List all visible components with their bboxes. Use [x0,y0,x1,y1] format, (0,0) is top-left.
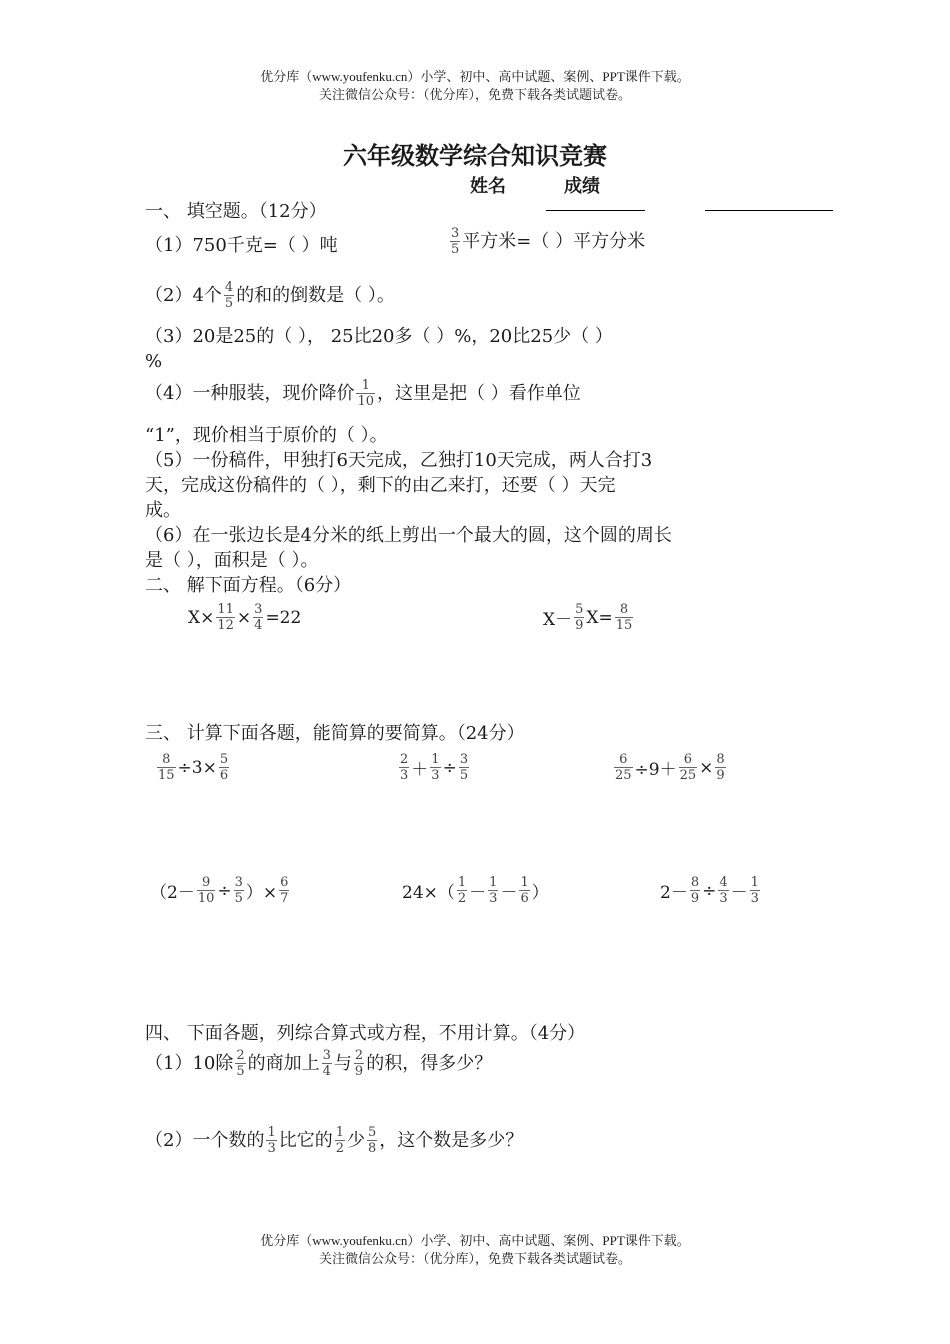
fraction: $\frac{6}{25}$ [615,752,632,783]
q2: （2）4个 $\frac{4}{5}$ 的和的倒数是（ ）。 [145,280,395,311]
section1-heading: 一、 填空题。（12分） [145,201,327,222]
equation-2: X－ $\frac{5}{9}$ X= $\frac{8}{15}$ [543,602,633,633]
section2-heading: 二、 解下面方程。（6分） [145,575,352,596]
q1-part-b: $\frac{3}{5}$ 平方米=（ ）平方分米 [451,226,646,257]
q5-line-3: 成。 [145,500,181,521]
section4-heading: 四、 下面各题，列综合算式或方程，不用计算。（4分） [145,1023,586,1044]
fraction: $\frac{2}{3}$ [400,752,409,783]
fraction: $\frac{5}{9}$ [575,602,584,633]
fraction: $\frac{11}{12}$ [217,602,234,633]
footer-line-1: 优分库（www.youfenku.cn）小学、初中、高中试题、案例、PPT课件下载。 [260,1233,690,1248]
problem-5: 24×（ $\frac{1}{2}$ － $\frac{1}{3}$ － $\frac{1}{6}$ ） [402,875,549,906]
fraction: $\frac{8}{15}$ [615,602,633,633]
score-underline [705,210,833,211]
problem-4: （2－ $\frac{9}{10}$ ÷ $\frac{3}{5}$ ）× $\frac{6}{7}$ [150,875,289,906]
fraction: $\frac{8}{9}$ [716,752,725,783]
fraction: $\frac{2}{9}$ [354,1048,364,1079]
fraction: $\frac{5}{8}$ [368,1125,377,1156]
equation-1: X× $\frac{11}{12}$ × $\frac{3}{4}$ =22 [188,602,302,633]
q3-line-2: % [145,351,163,372]
fraction: $\frac{1}{3}$ [489,875,498,906]
fraction: $\frac{1}{2}$ [335,1125,345,1156]
fraction: $\frac{1}{2}$ [457,875,467,906]
fraction: $\frac{3}{4}$ [322,1048,331,1079]
q6-line-1: （6）在一张边长是4分米的纸上剪出一个最大的圆，这个圆的周长 [145,525,672,546]
q6-line-2: 是（ ），面积是（ ）。 [145,550,319,571]
problem-2: $\frac{2}{3}$ ＋ $\frac{1}{3}$ ÷ $\frac{3}{5}$ [400,752,469,783]
fraction: $\frac{3}{5}$ [234,875,243,906]
header-line-1: 优分库（www.youfenku.cn）小学、初中、高中试题、案例、PPT课件下载。 [260,69,690,84]
problem-3: $\frac{6}{25}$ ÷9＋ $\frac{6}{25}$ × $\frac{8}{9}$ [615,752,725,783]
fraction: $\frac{3}{4}$ [254,602,263,633]
section3-heading: 三、 计算下面各题，能简算的要简算。（24分） [145,723,525,744]
fraction: $\frac{1}{10}$ [357,378,374,409]
fraction: $\frac{8}{15}$ [158,752,175,783]
fraction: $\frac{6}{25}$ [679,752,697,783]
q4-line-1: （4）一种服装，现价降价 $\frac{1}{10}$ ，这里是把（ ）看作单位 [145,378,581,409]
q1-part-a: （1）750千克=（ ）吨 [145,235,338,256]
fraction: $\frac{4}{3}$ [719,875,728,906]
q4-line-2: “1”，现价相当于原价的（ ）。 [145,425,388,446]
fraction: $\frac{9}{10}$ [197,875,215,906]
footer-line-2: 关注微信公众号：（优分库），免费下载各类试题试卷。 [318,1251,631,1266]
fraction: $\frac{3}{5}$ [451,226,460,257]
word-problem-2: （2）一个数的 $\frac{1}{3}$ 比它的 $\frac{1}{2}$ 少 $\frac{5}{8}$ ，这个数是多少？ [145,1125,524,1156]
fraction: $\frac{6}{7}$ [280,875,289,906]
page-title: 六年级数学综合知识竞赛 [343,141,607,170]
name-underline [546,210,645,211]
fraction: $\frac{1}{3}$ [750,875,759,906]
name-label: 姓名 [470,176,506,197]
fraction: $\frac{1}{6}$ [520,875,529,906]
q5-line-1: （5）一份稿件，甲独打6天完成，乙独打10天完成，两人合打3 [145,450,653,471]
fraction: $\frac{1}{3}$ [267,1125,276,1156]
word-problem-1: （1）10除 $\frac{2}{5}$ 的商加上 $\frac{3}{4}$ 与 $\frac{2}{9}$ 的积，得多少？ [145,1048,493,1079]
q5-line-2: 天，完成这份稿件的（ ），剩下的由乙来打，还要（ ）天完 [145,475,616,496]
q3-line-1: （3）20是25的（ ）， 25比20多（ ）%，20比25少（ ） [145,326,613,347]
problem-1: $\frac{8}{15}$ ÷3× $\frac{5}{6}$ [158,752,229,783]
fraction: $\frac{5}{6}$ [219,752,229,783]
header-line-2: 关注微信公众号：（优分库），免费下载各类试题试卷。 [318,87,631,102]
fraction: $\frac{3}{5}$ [459,752,469,783]
problem-6: 2－ $\frac{8}{9}$ ÷ $\frac{4}{3}$ － $\frac{1}{3}$ [660,875,759,906]
fraction: $\frac{2}{5}$ [236,1048,245,1079]
fraction: $\frac{8}{9}$ [690,875,700,906]
fraction: $\frac{1}{3}$ [431,752,440,783]
score-label: 成绩 [564,176,600,197]
fraction: $\frac{4}{5}$ [224,280,234,311]
